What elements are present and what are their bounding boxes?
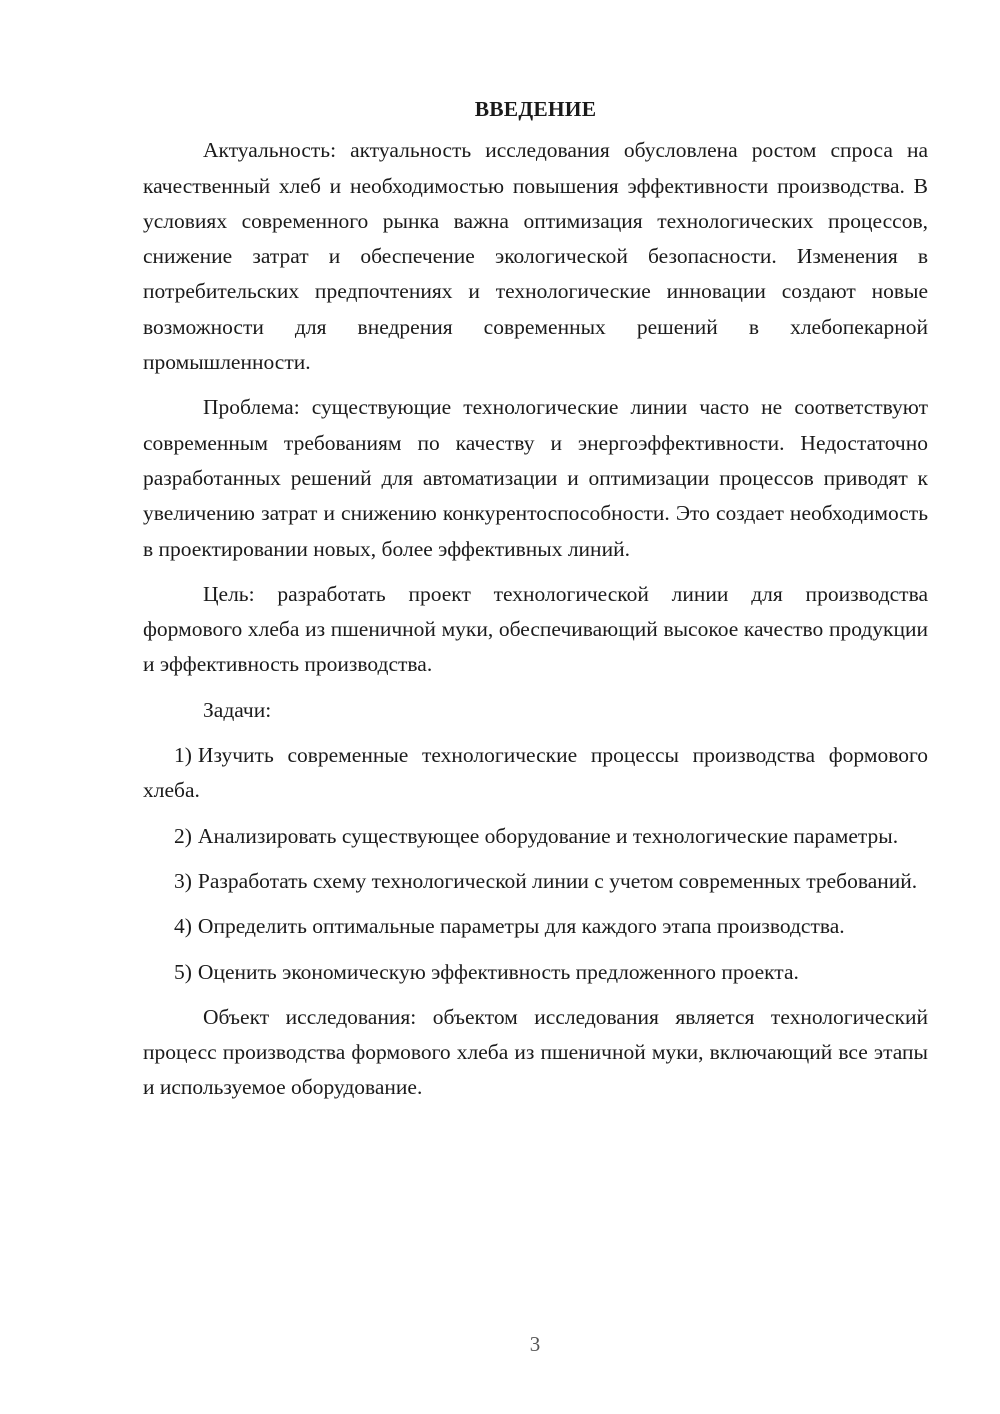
paragraph-goal: Цель: разработать проект технологической линии для производства формового хлеба из пшеничной муки, обеспечивающий высокое качество продукции и эффективность производства. (143, 581, 928, 677)
task-item-3 (143, 864, 928, 899)
task-item-2 (143, 819, 928, 854)
task-number: 4) (174, 914, 192, 939)
task-text: Разработать схему технологической линии с учетом современных требований. (197, 868, 918, 893)
paragraph-problem: Проблема: существующие технологические линии часто не соответствуют современным требованиям по качеству и энергоэффективности. Недостаточно разработанных решений для автоматизации и оптимизации процессов приводят к увеличению затрат и снижению конкурентоспособности. Это создает необходимость в проектировании новых, более эффективных линий. (143, 395, 928, 561)
task-text: Анализировать существующее оборудование и технологические параметры. (197, 823, 899, 848)
paragraph-relevance: Актуальность: актуальность исследования обусловлена ростом спроса на качественный хлеб и необходимостью повышения эффективности производства. В условиях современного рынка важна оптимизация технологических процессов, снижение затрат и обеспечение экологической безопасности. Изменения в потребительских предпочтениях и технологические инновации создают новые возможности для внедрения современных решений в хлебопекарной промышленности. (143, 138, 928, 375)
page-title: ВВЕДЕНИЕ (474, 97, 597, 121)
task-item-4 (143, 909, 928, 944)
task-number: 2) (174, 823, 192, 848)
page-number: 3 (529, 1332, 541, 1356)
task-text: Изучить современные технологические процессы производства формового хлеба. (143, 743, 928, 803)
task-text: Оценить экономическую эффективность предложенного проекта. (197, 959, 799, 984)
task-text: Определить оптимальные параметры для каждого этапа производства. (197, 914, 845, 939)
task-number: 5) (174, 959, 192, 984)
task-number: 1) (174, 743, 192, 768)
task-item-5 (143, 955, 928, 990)
paragraph-object: Объект исследования: объектом исследования является технологический процесс производства формового хлеба из пшеничной муки, включающий все этапы и используемое оборудование. (143, 1004, 928, 1100)
document-page (143, 92, 928, 1116)
tasks-heading: Задачи: (203, 697, 272, 722)
task-item-1 (143, 738, 928, 809)
task-number: 3) (174, 868, 192, 893)
